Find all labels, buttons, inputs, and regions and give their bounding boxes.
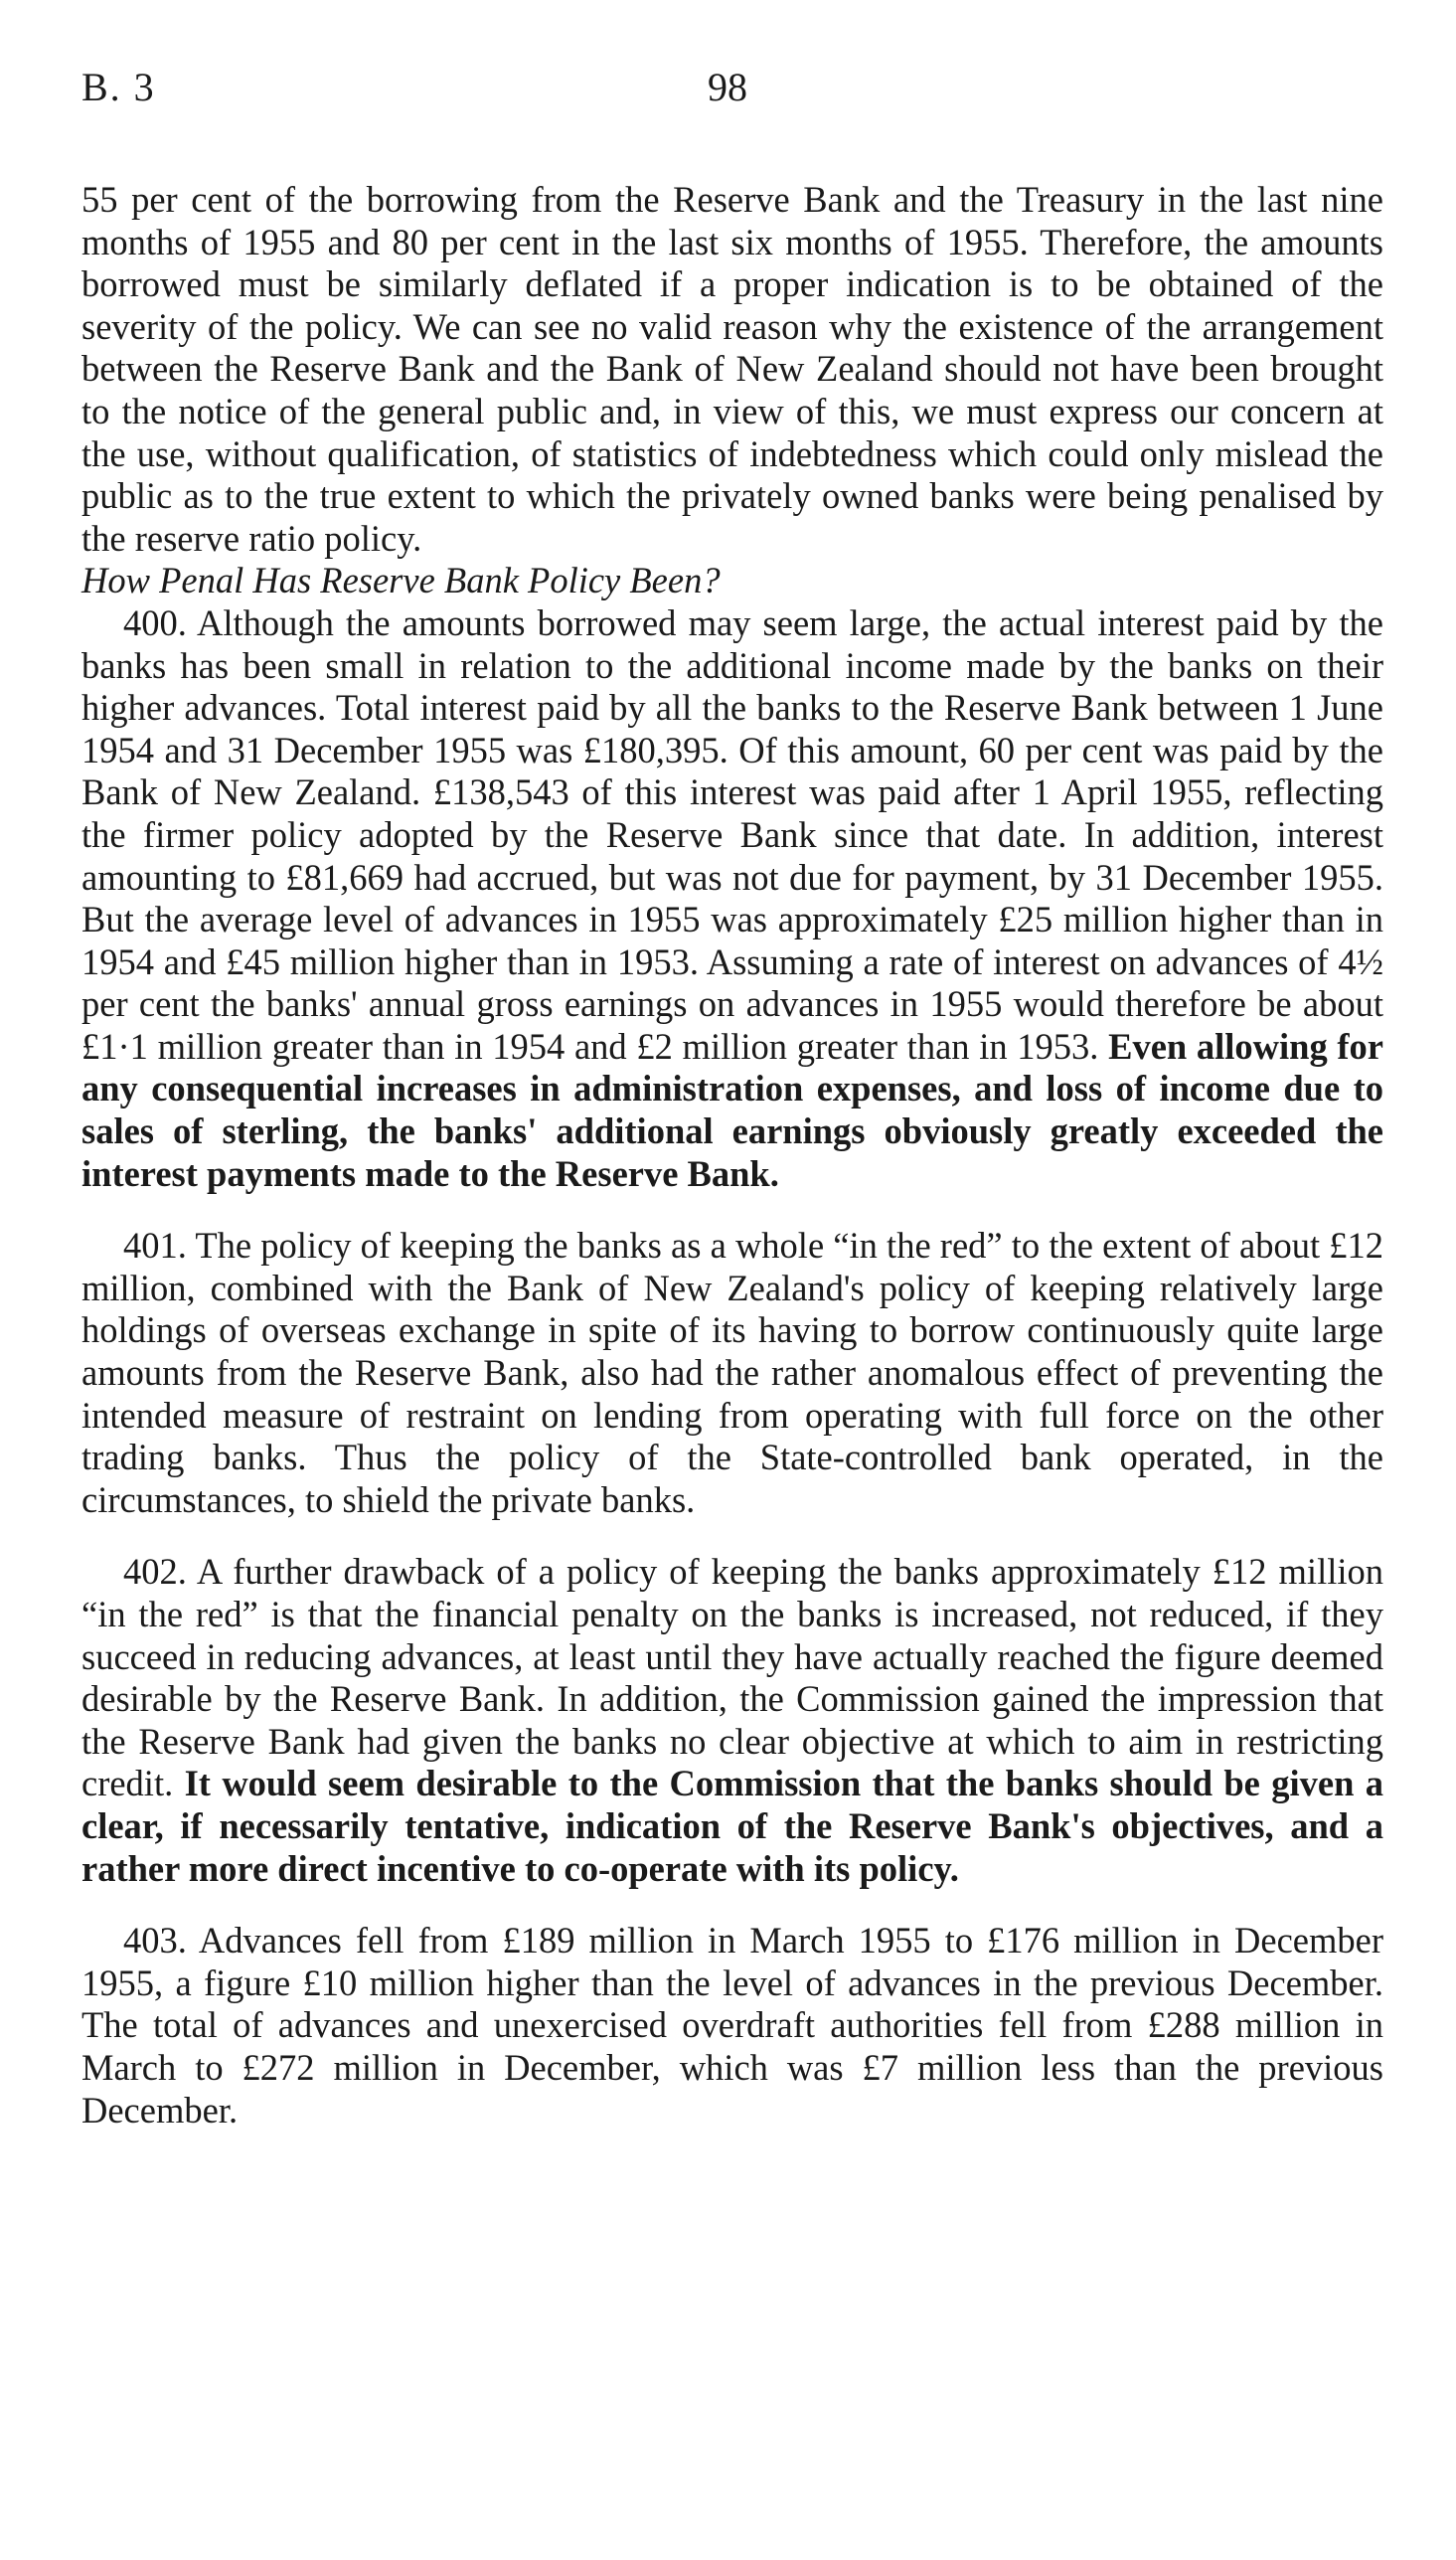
paragraph-text: 402. A further drawback of a policy of keeping the banks approximately £12 million “in the red” is that the financial penalty on the banks is increased, not reduced, if they succeed in reducing advances, at least until they have actually reached the figure deemed desirable by the Reserve Bank. In addition, the Commission gained the impression that the Reserve Bank had given the banks no clear objective at which to aim in restricting credit. xyxy=(81,1551,1383,1804)
paragraph-402 xyxy=(81,1551,1383,1890)
paragraph-bold-text: Even allowing for any consequential increases in administration expenses, and loss of income due to sales of sterling, the banks' additional earnings obviously greatly exceeded the interest payments made to the Reserve Bank. xyxy=(81,1025,1383,1194)
document-reference: B. 3 xyxy=(81,65,156,109)
paragraph-text: 400. Although the amounts borrowed may seem large, the actual interest paid by the banks has been small in relation to the additional income made by the banks on their higher advances. Total interest paid by all the banks to the Reserve Bank between 1 June 1954 and 31 December 1955 was £180,395. Of this amount, 60 per cent was paid by the Bank of New Zealand. £138,543 of this interest was paid after 1 April 1955, reflecting the firmer policy adopted by the Reserve Bank since that date. In addition, interest amounting to £81,669 had accrued, but was not due for payment, by 31 December 1955. But the average level of advances in 1955 was approximately £25 million higher than in 1954 and £45 million higher than in 1953. Assuming a rate of interest on advances of 4½ per cent the banks' annual gross earnings on advances in 1955 would therefore be about £1·1 million greater than in 1954 and £2 million greater than in 1953. xyxy=(81,601,1383,1067)
paragraph-bold-text: It would seem desirable to the Commission that the banks should be given a clear, if necessarily tentative, indication of the Reserve Bank's objectives, and a rather more direct incentive to co-operate with its policy. xyxy=(81,1763,1384,1889)
document-body xyxy=(81,179,1383,2132)
page-header xyxy=(81,58,1383,117)
section-heading: How Penal Has Reserve Bank Policy Been? xyxy=(81,560,721,601)
paragraph-continued xyxy=(81,179,1383,560)
paragraph-text: 401. The policy of keeping the banks as a whole “in the red” to the extent of about £12 million, combined with the Bank of New Zealand's policy of keeping relatively large holdings of overseas exchange in spite of its having to borrow continuously quite large amounts from the Reserve Bank, also had the rather anomalous effect of preventing the intended measure of restraint on lending from operating with full force on the other trading banks. Thus the policy of the State-controlled bank operated, in the circumstances, to shield the private banks. xyxy=(81,1225,1383,1520)
paragraph-400 xyxy=(81,602,1383,1195)
paragraph-401 xyxy=(81,1225,1383,1521)
paragraph-text: 55 per cent of the borrowing from the Reserve Bank and the Treasury in the last nine months of 1955 and 80 per cent in the last six months of 1955. Therefore, the amounts borrowed must be similarly deflated if a proper indication is to be obtained of the severity of the policy. We can see no valid reason why the existence of the arrangement between the Reserve Bank and the Bank of New Zealand should not have been brought to the notice of the general public and, in view of this, we must express our concern at the use, without qualification, of statistics of indebtedness which could only mislead the public as to the true extent to which the privately owned banks were being penalised by the reserve ratio policy. xyxy=(81,179,1383,559)
page-number: 98 xyxy=(708,65,747,109)
paragraph-text: 403. Advances fell from £189 million in March 1955 to £176 million in December 1955, a figure £10 million higher than the level of advances in the previous December. The total of advances and unexercised overdraft authorities fell from £288 million in March to £272 million in December, which was £7 million less than the previous December. xyxy=(81,1920,1383,2131)
document-page xyxy=(81,58,1383,2132)
paragraph-403 xyxy=(81,1920,1383,2132)
